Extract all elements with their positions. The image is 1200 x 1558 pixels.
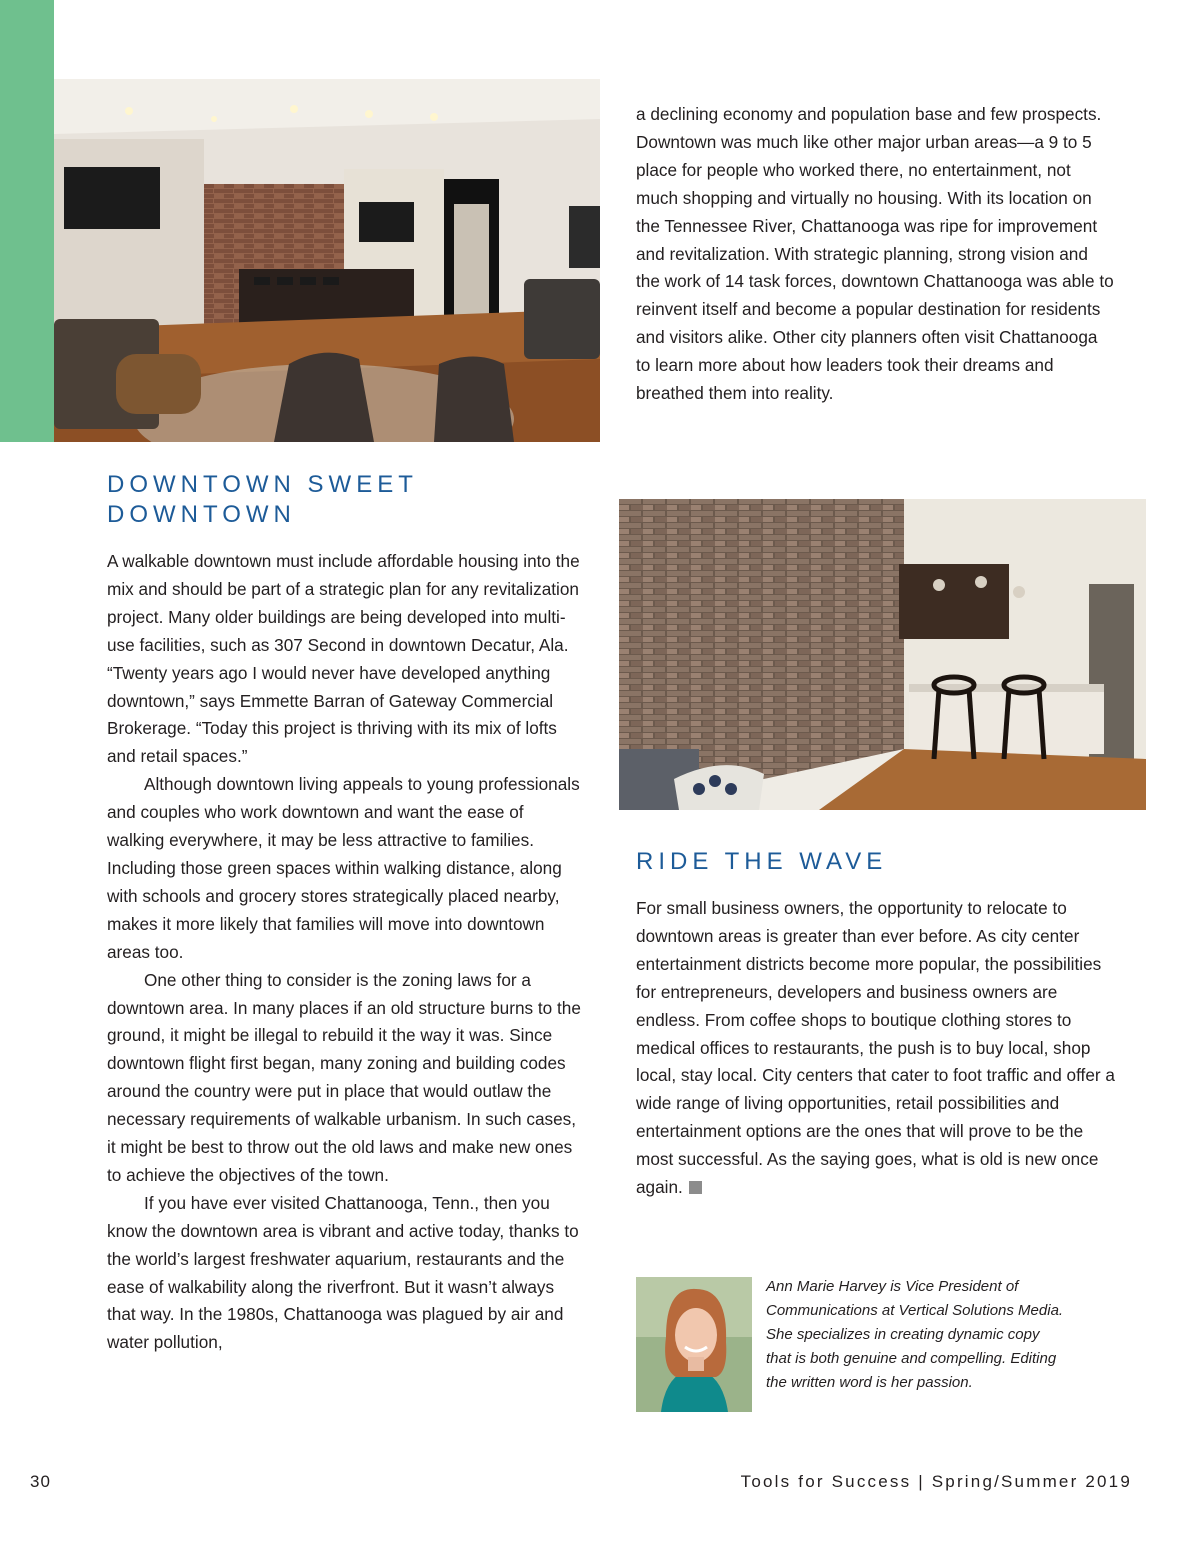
loft-photo — [619, 499, 1146, 810]
section-heading-ride-the-wave: RIDE THE WAVE — [636, 848, 888, 875]
body-paragraph: A walkable downtown must include affordable housing into the mix and should be part of a strategic plan for any revitalization project. Many older buildings are being developed into multi-use facilities, such as 307 Second in downtown Decatur, Ala. “Twenty years ago I would never have developed anything downtown,” says Emmette Barran of Gateway Commercial Brokerage. “Today this project is thriving with its mix of lofts and retail spaces.” — [107, 551, 580, 767]
lounge-photo — [54, 79, 600, 442]
article-column-left — [107, 548, 585, 1357]
body-paragraph: One other thing to consider is the zoning laws for a downtown area. In many places if an old structure burns to the ground, it might be illegal to rebuild it the way it was. Since downtown flight first began, many zoning and building codes around the country were put in place that would outlaw the necessary requirements of walkable urbanism. In such cases, it might be best to throw out the old laws and make new ones to achieve the objectives of the town. — [107, 969, 581, 1185]
publication-title: Tools for Success | Spring/Summer 2019 — [740, 1472, 1132, 1491]
section-heading-downtown: DOWNTOWN SWEET DOWNTOWN — [107, 471, 418, 528]
accent-color-bar — [0, 0, 54, 442]
body-text: For small business owners, the opportunity to relocate to downtown areas is greater than ever before. As city center entertainment districts become more popular, the possibilities for entrepreneurs, developers and business owners are endless. From coffee shops to boutique clothing stores to medical offices to restaurants, the push is to buy local, shop local, stay local. City centers that cater to foot traffic and offer a wide range of living opportunities, retail possibilities and entertainment options are the ones that will prove to be the most successful. As the saying goes, what is old is new once again. — [636, 898, 1115, 1198]
article-column-right — [636, 895, 1116, 1202]
article-continuation — [636, 101, 1116, 408]
author-bio: Ann Marie Harvey is Vice President of Communications at Vertical Solutions Media. She specializes in creating dynamic copy that is both genuine and compelling. Editing the written word is her passion. — [766, 1278, 1064, 1391]
page-number: 30 — [30, 1472, 51, 1491]
body-paragraph — [636, 895, 1116, 1202]
body-paragraph: a declining economy and population base and few prospects. Downtown was much like other major urban areas—a 9 to 5 place for people who worked there, no entertainment, not much shopping and virtually no housing. With its location on the Tennessee River, Chattanooga was ripe for improvement and revitalization. With strategic planning, strong vision and the work of 14 task forces, downtown Chattanooga was able to reinvent itself and become a popular destination for residents and visitors alike. Other city planners often visit Chattanooga to learn more about how leaders took their dreams and breathed them into reality. — [636, 104, 1114, 404]
end-of-article-mark — [689, 1181, 702, 1194]
author-portrait — [636, 1277, 752, 1412]
body-paragraph: Although downtown living appeals to young professionals and couples who work downtown and want the ease of walking everywhere, it may be less attractive to families. Including those green spaces within walking distance, along with schools and grocery stores strategically placed nearby, makes it more likely that families will move into downtown areas too. — [107, 774, 580, 962]
body-paragraph: If you have ever visited Chattanooga, Tenn., then you know the downtown area is vibrant and active today, thanks to the world’s largest freshwater aquarium, restaurants and the ease of walkability along the riverfront. But it wasn’t always that way. In the 1980s, Chattanooga was plagued by air and water pollution, — [107, 1192, 579, 1353]
